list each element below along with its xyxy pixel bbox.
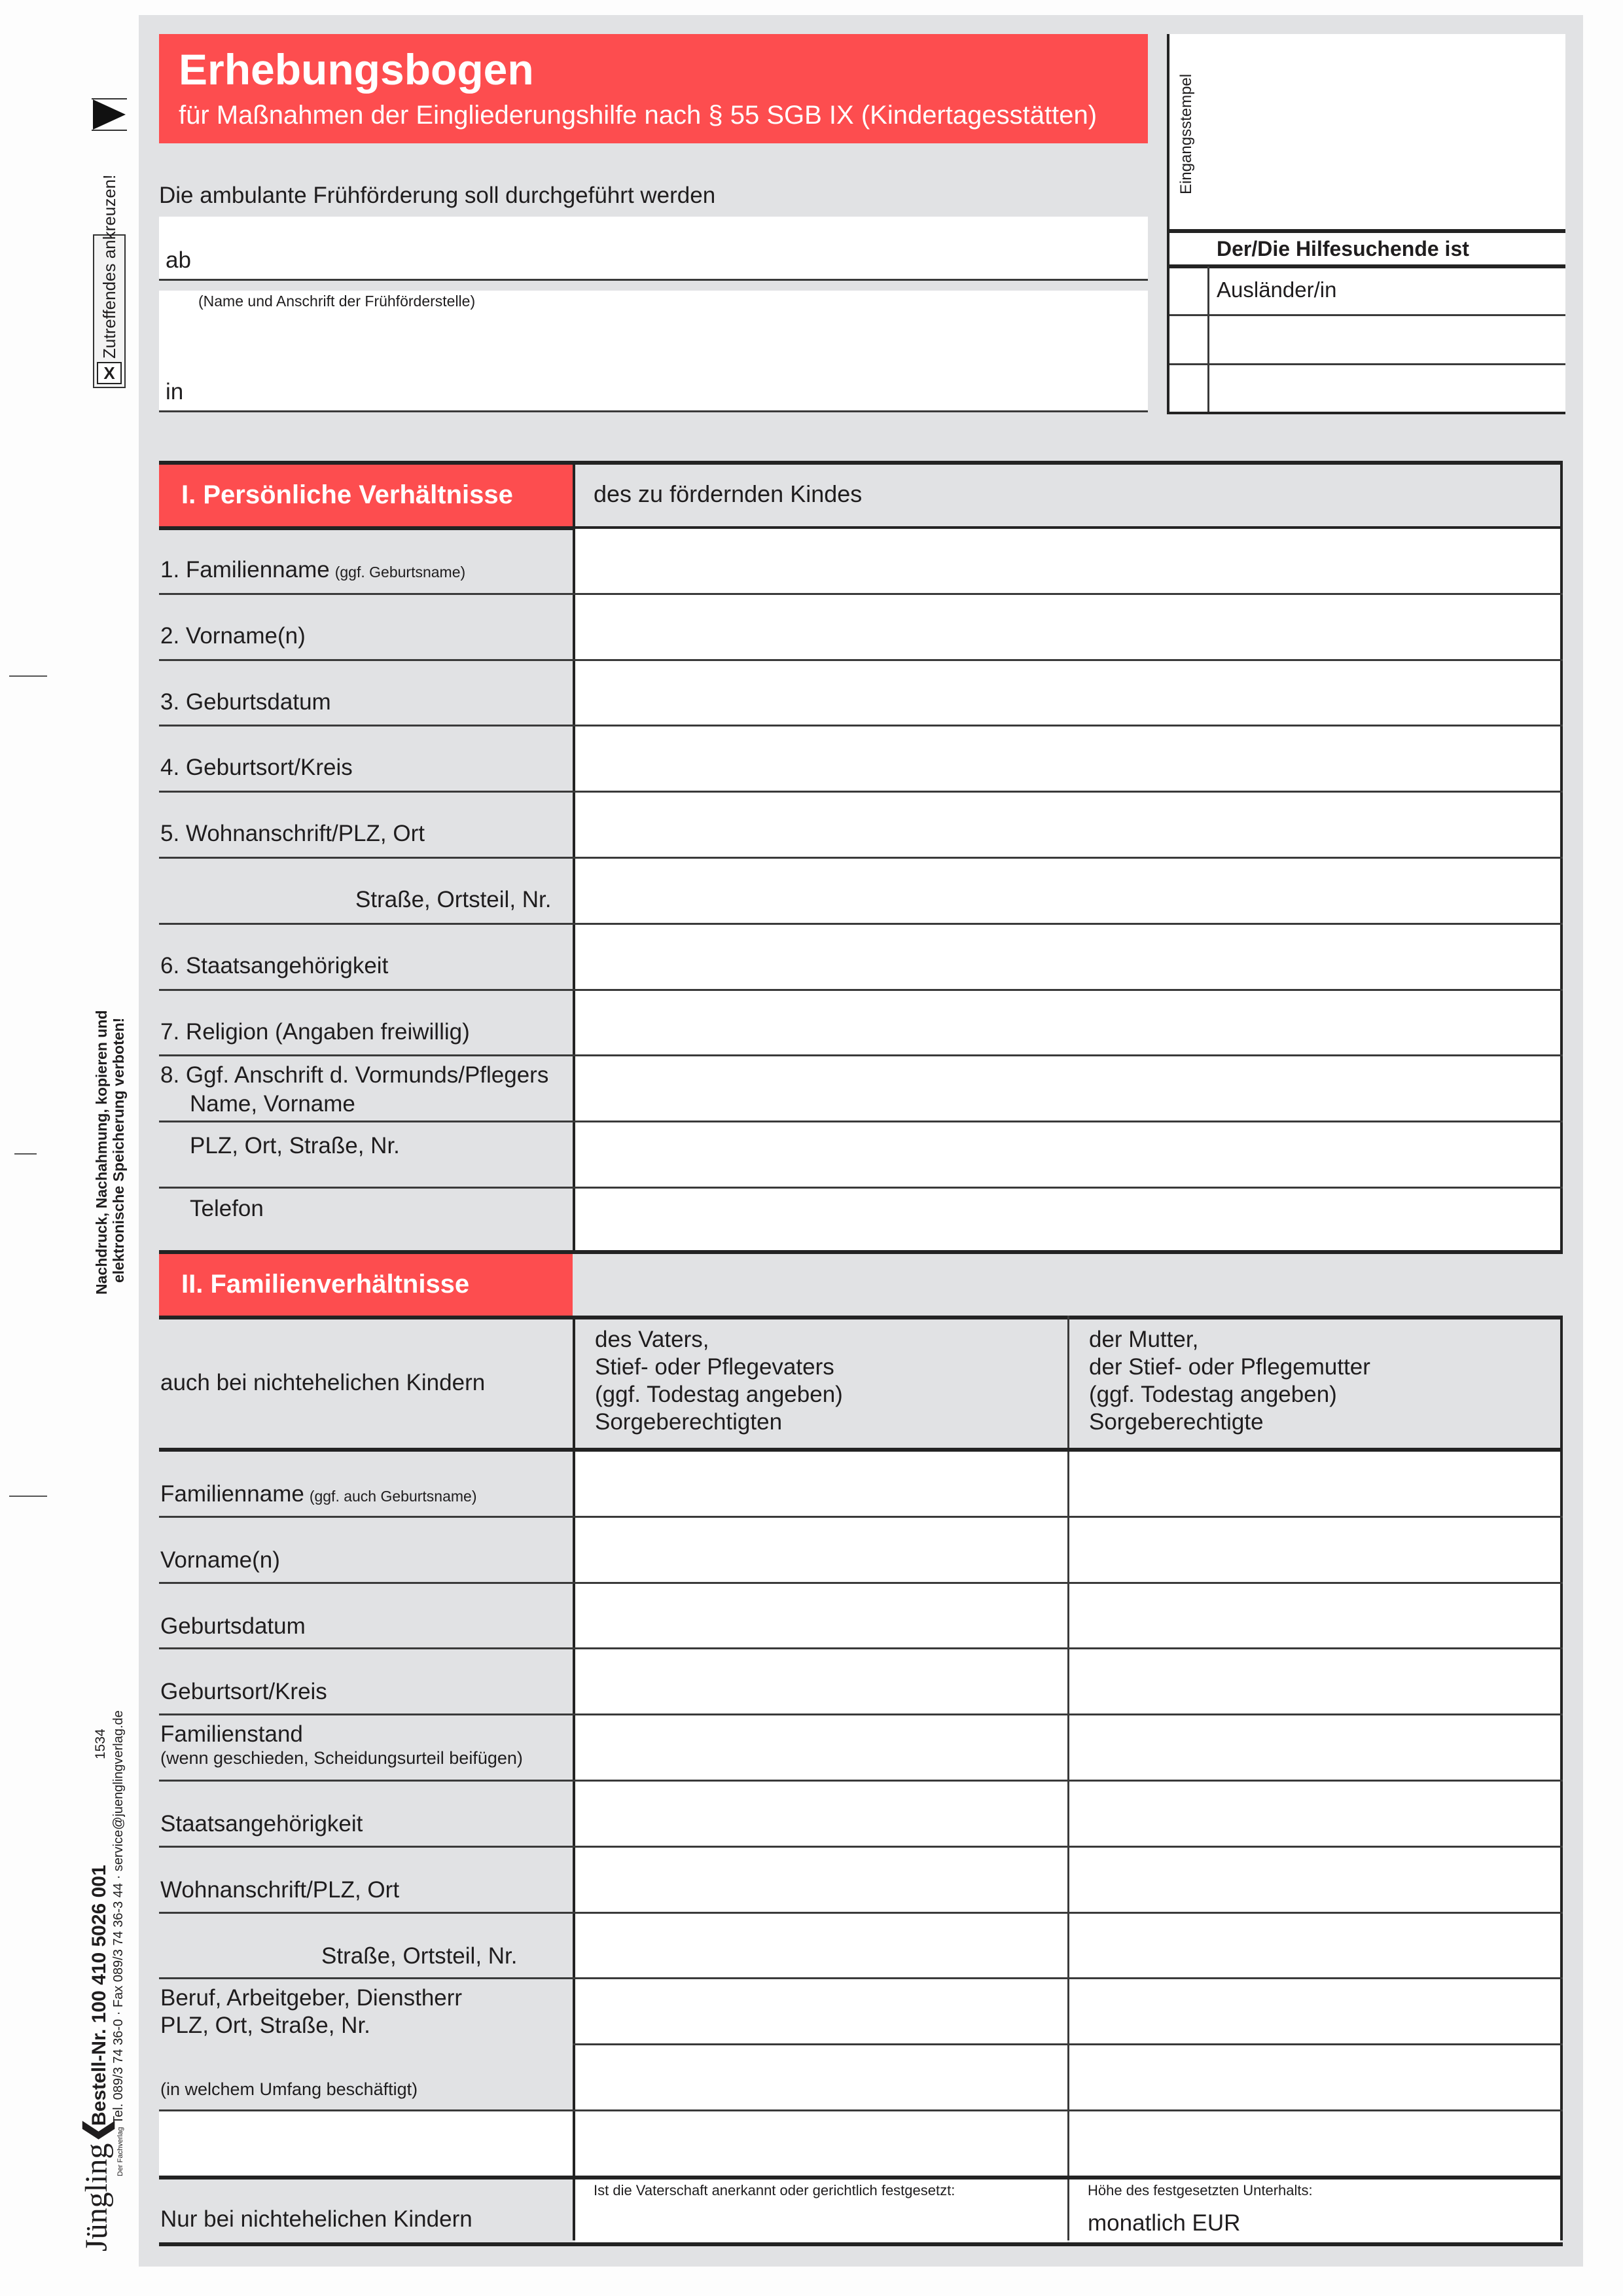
footer-label: Nur bei nichtehelichen Kindern bbox=[160, 2206, 473, 2232]
child-field-input[interactable] bbox=[575, 925, 1560, 989]
mother-field-input[interactable] bbox=[1069, 1715, 1560, 1780]
mother-field-input[interactable] bbox=[1069, 1452, 1560, 1516]
label-note: (in welchem Umfang beschäftigt) bbox=[160, 2079, 418, 2100]
section-family-title: II. Familienverhältnisse bbox=[181, 1270, 470, 1299]
mother-field-input[interactable] bbox=[1069, 1584, 1560, 1648]
label-text: Staatsangehörigkeit bbox=[160, 1811, 363, 1837]
father-field-input[interactable] bbox=[575, 1518, 1067, 1582]
label-text: Telefon bbox=[190, 1196, 264, 1221]
mother-header-line: Sorgeberechtigte bbox=[1089, 1409, 1264, 1435]
father-field-input[interactable] bbox=[575, 1649, 1067, 1713]
child-field-label bbox=[160, 689, 331, 716]
father-field-input[interactable] bbox=[575, 2045, 1067, 2109]
publisher-mark-icon: ❮ bbox=[79, 2117, 114, 2144]
status-option-blank-1[interactable] bbox=[1169, 316, 1565, 363]
father-header-line: Stief- oder Pflegevaters bbox=[595, 1354, 834, 1380]
paternity-field[interactable] bbox=[575, 2179, 1067, 2242]
place-hint: (Name und Anschrift der Frühförderstelle) bbox=[198, 293, 476, 310]
child-field-input[interactable] bbox=[575, 1122, 1560, 1187]
form-subtitle: für Maßnahmen der Eingliederungshilfe nach § 55 SGB IX (Kindertagesstätten) bbox=[179, 101, 1097, 130]
parent-field-label bbox=[160, 1876, 399, 1904]
label-text: 4. Geburtsort/Kreis bbox=[160, 755, 353, 781]
child-field-input[interactable] bbox=[575, 726, 1560, 791]
father-field-input[interactable] bbox=[575, 1452, 1067, 1516]
contact-line: Tel. 089/3 74 36-0 · Fax 089/3 74 36-3 44 · service@juenglingverlag.de bbox=[111, 1710, 126, 2124]
mother-column-header bbox=[1089, 1326, 1370, 1436]
check-hint-text: Zutreffendes ankreuzen! bbox=[99, 174, 119, 359]
child-field-input[interactable] bbox=[575, 661, 1560, 725]
ab-label: ab bbox=[166, 247, 191, 273]
father-field-input[interactable] bbox=[575, 1584, 1067, 1648]
label-text: Straße, Ortsteil, Nr. bbox=[321, 1943, 518, 1969]
child-field-label bbox=[160, 1018, 470, 1046]
status-checkbox[interactable] bbox=[1169, 267, 1207, 314]
label-text: 3. Geburtsdatum bbox=[160, 689, 331, 715]
form-header bbox=[159, 34, 1148, 143]
paternity-question: Ist die Vaterschaft anerkannt oder gerichtlich festgesetzt: bbox=[594, 2181, 955, 2198]
mother-field-input[interactable] bbox=[1069, 1914, 1560, 1978]
intro-text: Die ambulante Frühförderung soll durchgeführt werden bbox=[159, 183, 716, 208]
order-number: Bestell-Nr. 100 410 5026 001 bbox=[88, 1865, 110, 2126]
section-personal-column-header: des zu fördernden Kindes bbox=[594, 480, 863, 507]
parent-field-label bbox=[160, 1984, 462, 2012]
child-field-label bbox=[190, 1195, 264, 1223]
label-text: 2. Vorname(n) bbox=[160, 622, 306, 649]
father-header-line: (ggf. Todestag angeben) bbox=[595, 1382, 843, 1407]
mother-field-input[interactable] bbox=[1069, 1649, 1560, 1713]
mother-field-input[interactable] bbox=[1069, 1979, 1560, 2043]
father-field-input[interactable] bbox=[575, 1848, 1067, 1912]
label-text: Wohnanschrift/PLZ, Ort bbox=[160, 1876, 400, 1903]
in-label: in bbox=[166, 379, 184, 404]
father-field-input[interactable] bbox=[575, 1782, 1067, 1846]
maintenance-label: Höhe des festgesetzten Unterhalts: bbox=[1088, 2181, 1313, 2198]
section-personal-title-box bbox=[159, 465, 573, 527]
father-field-input[interactable] bbox=[575, 1715, 1067, 1780]
mother-field-input[interactable] bbox=[1069, 2045, 1560, 2109]
mother-header-line: der Stief- oder Pflegemutter bbox=[1089, 1354, 1370, 1380]
parent-field-label bbox=[160, 1547, 280, 1574]
father-field-input[interactable] bbox=[575, 1979, 1067, 2043]
parent-field-label bbox=[160, 1480, 477, 1510]
father-column-header bbox=[595, 1326, 843, 1436]
label-text: 8. Ggf. Anschrift d. Vormunds/Pflegers bbox=[160, 1062, 549, 1088]
label-text: Vorname(n) bbox=[160, 1547, 280, 1573]
child-field-label bbox=[355, 886, 552, 914]
mother-field-input[interactable] bbox=[1069, 1518, 1560, 1582]
status-heading: Der/Die Hilfesuchende ist bbox=[1217, 237, 1469, 260]
label-text: 1. Familienname bbox=[160, 557, 330, 583]
status-option-blank-2[interactable] bbox=[1169, 365, 1565, 411]
stamp-label: Eingangsstempel bbox=[1177, 73, 1195, 194]
label-text: Geburtsdatum bbox=[160, 1613, 306, 1639]
label-text: Straße, Ortsteil, Nr. bbox=[355, 887, 552, 912]
child-field-input[interactable] bbox=[575, 529, 1560, 593]
child-field-input[interactable] bbox=[575, 1189, 1560, 1253]
form-number: 1534 bbox=[93, 1729, 108, 1759]
in-field[interactable] bbox=[159, 291, 1148, 412]
label-note: (wenn geschieden, Scheidungsurteil beifügen) bbox=[160, 1748, 523, 1768]
punch-mark bbox=[9, 1496, 47, 1497]
child-field-label bbox=[160, 622, 306, 650]
fold-marker-icon bbox=[92, 98, 127, 131]
father-header-line: des Vaters, bbox=[595, 1327, 709, 1352]
publisher-subtitle: Der Fachverlag bbox=[116, 2126, 124, 2176]
copyright-line1: Nachdruck, Nachahmung, kopieren und bbox=[93, 1010, 110, 1295]
child-field-label-line2: Name, Vorname bbox=[190, 1091, 355, 1117]
label-text: 6. Staatsangehörigkeit bbox=[160, 952, 389, 978]
ab-field[interactable] bbox=[159, 217, 1148, 281]
child-field-label bbox=[160, 754, 353, 781]
child-field-input[interactable] bbox=[575, 1056, 1560, 1121]
publisher-logo bbox=[81, 2117, 113, 2251]
label-text: Beruf, Arbeitgeber, Dienstherr bbox=[160, 1985, 463, 2011]
child-field-input[interactable] bbox=[575, 859, 1560, 923]
label-text: PLZ, Ort, Straße, Nr. bbox=[190, 1133, 400, 1159]
mother-field-input[interactable] bbox=[1069, 2111, 1560, 2176]
child-field-label bbox=[190, 1132, 400, 1160]
child-field-input[interactable] bbox=[575, 595, 1560, 659]
section-personal bbox=[159, 461, 1563, 1253]
maintenance-unit: monatlich EUR bbox=[1088, 2210, 1241, 2236]
mother-field-input[interactable] bbox=[1069, 1848, 1560, 1912]
checkbox-x-icon: X bbox=[97, 362, 122, 384]
extra-label-input[interactable] bbox=[159, 2111, 573, 2176]
parent-field-label bbox=[160, 1810, 363, 1838]
parent-field-label bbox=[160, 1721, 303, 1748]
child-field-label bbox=[160, 820, 425, 848]
status-option-label: Ausländer/in bbox=[1217, 278, 1337, 302]
section-personal-title: I. Persönliche Verhältnisse bbox=[181, 480, 513, 509]
parent-field-label bbox=[160, 1678, 327, 1706]
label-note: (ggf. auch Geburtsname) bbox=[309, 1488, 477, 1505]
family-row-header: auch bei nichtehelichen Kindern bbox=[160, 1370, 486, 1395]
parent-field-label bbox=[160, 1613, 306, 1640]
maintenance-field[interactable] bbox=[1069, 2179, 1560, 2242]
label-text: 7. Religion (Angaben freiwillig) bbox=[160, 1018, 470, 1045]
section-family-title-box bbox=[159, 1254, 573, 1316]
child-field-input[interactable] bbox=[575, 991, 1560, 1055]
label-note: (ggf. Geburtsname) bbox=[334, 564, 466, 581]
parent-field-label bbox=[321, 1943, 518, 1970]
father-header-line: Sorgeberechtigten bbox=[595, 1409, 783, 1435]
label-text: Geburtsort/Kreis bbox=[160, 1679, 327, 1705]
copyright-line2: elektronische Speicherung verboten! bbox=[110, 1017, 127, 1283]
parent-field-label-line2: PLZ, Ort, Straße, Nr. bbox=[160, 2013, 370, 2039]
stamp-box bbox=[1167, 34, 1565, 414]
mother-field-input[interactable] bbox=[1069, 1782, 1560, 1846]
form-title: Erhebungsbogen bbox=[179, 45, 534, 94]
child-field-label bbox=[160, 952, 388, 980]
child-field-input[interactable] bbox=[575, 793, 1560, 857]
punch-mark bbox=[9, 675, 47, 677]
label-text: Familienname bbox=[160, 1481, 304, 1507]
child-field-label bbox=[160, 1062, 548, 1089]
father-field-input[interactable] bbox=[575, 2111, 1067, 2176]
stamp-area[interactable] bbox=[1202, 34, 1565, 229]
label-text: 5. Wohnanschrift/PLZ, Ort bbox=[160, 821, 425, 847]
publisher-name: Jüngling bbox=[79, 2143, 114, 2251]
mother-header-line: der Mutter, bbox=[1089, 1327, 1199, 1352]
label-text: Familienstand bbox=[160, 1721, 303, 1748]
status-option-auslaender[interactable] bbox=[1169, 267, 1565, 314]
fold-mark bbox=[14, 1153, 37, 1155]
mother-header-line: (ggf. Todestag angeben) bbox=[1089, 1382, 1337, 1407]
section-family bbox=[159, 1250, 1563, 2240]
father-field-input[interactable] bbox=[575, 1914, 1067, 1978]
check-hint-box bbox=[93, 174, 126, 388]
child-field-label bbox=[160, 556, 465, 586]
